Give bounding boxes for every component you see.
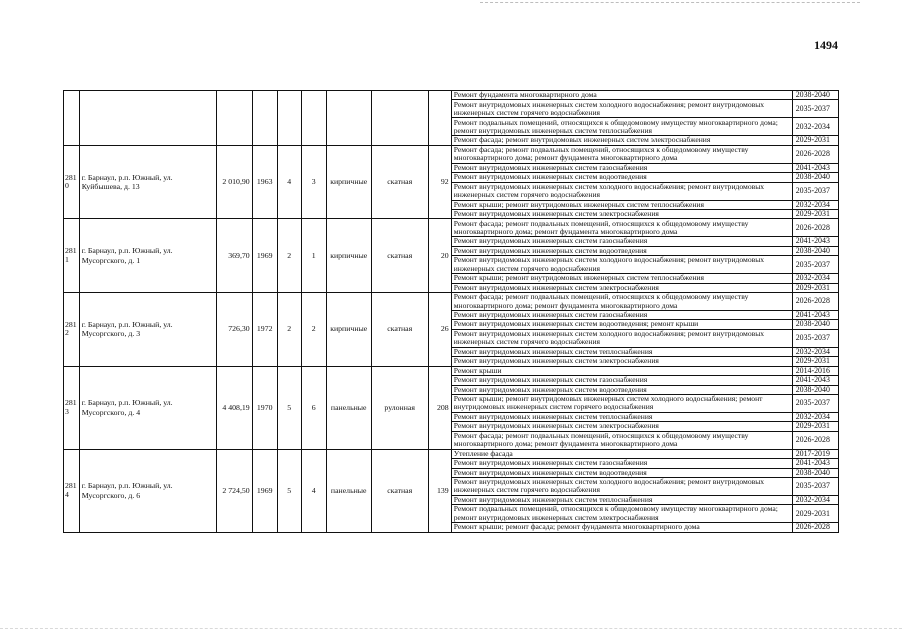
- table-row: [64, 145, 839, 163]
- roof-type: [371, 91, 428, 146]
- repair-work-type: Ремонт крыши; ремонт внутридомовых инженерных систем теплоснабжения: [451, 274, 792, 283]
- table-row: [64, 219, 839, 237]
- repair-period: 2041-2043: [792, 376, 838, 385]
- building-number: 281 1: [64, 219, 80, 293]
- repair-work-type: Ремонт внутридомовых инженерных систем холодного водоснабжения; ремонт внутридомовых инженерных систем горячего водоснабжения: [451, 256, 792, 274]
- building-year: 1969: [252, 219, 277, 293]
- repair-work-type: Ремонт внутридомовых инженерных систем теплоснабжения: [451, 495, 792, 504]
- building-floors: 2: [277, 293, 301, 367]
- repair-work-type: Ремонт внутридомовых инженерных систем электроснабжения: [451, 357, 792, 366]
- building-year: [252, 91, 277, 146]
- repair-period: 2035-2037: [792, 256, 838, 274]
- repair-period: 2026-2028: [792, 431, 838, 449]
- repair-period: 2041-2043: [792, 237, 838, 246]
- repair-period: 2038-2040: [792, 468, 838, 477]
- repair-work-type: Ремонт внутридомовых инженерных систем электроснабжения: [451, 283, 792, 292]
- repair-period: 2029-2031: [792, 357, 838, 366]
- repair-period: 2014-2016: [792, 366, 838, 375]
- building-year: 1963: [252, 145, 277, 219]
- repair-period: 2026-2028: [792, 293, 838, 311]
- repair-period: 2026-2028: [792, 523, 838, 532]
- repair-period: 2032-2034: [792, 118, 838, 136]
- repair-work-type: Ремонт крыши; ремонт фасада; ремонт фундамента многоквартирного дома: [451, 523, 792, 532]
- repair-work-type: Ремонт крыши; ремонт внутридомовых инженерных систем теплоснабжения: [451, 200, 792, 209]
- repair-work-type: Ремонт внутридомовых инженерных систем холодного водоснабжения; ремонт внутридомовых инженерных систем горячего водоснабжения: [451, 100, 792, 118]
- building-entrances: 2: [301, 293, 326, 367]
- repair-period: 2041-2043: [792, 311, 838, 320]
- repair-work-type: Ремонт фасада; ремонт подвальных помещений, относящихся к общедомовому имуществу многоквартирного дома; ремонт фундамента многоквартирного дома: [451, 293, 792, 311]
- building-year: 1969: [252, 449, 277, 532]
- wall-material: панельные: [326, 449, 371, 532]
- apartment-count: 208: [428, 366, 451, 449]
- repair-period: 2038-2040: [792, 91, 838, 100]
- wall-material: кирпичные: [326, 293, 371, 367]
- building-area: 2 010,90: [216, 145, 252, 219]
- repair-period: 2032-2034: [792, 200, 838, 209]
- apartment-count: 26: [428, 293, 451, 367]
- building-floors: 5: [277, 449, 301, 532]
- building-address: г. Барнаул, р.п. Южный, ул. Мусоргского, д. 1: [79, 219, 216, 293]
- repair-work-type: Ремонт внутридомовых инженерных систем холодного водоснабжения; ремонт внутридомовых инженерных систем горячего водоснабжения: [451, 477, 792, 495]
- wall-material: кирпичные: [326, 145, 371, 219]
- building-floors: 5: [277, 366, 301, 449]
- building-number: 281 4: [64, 449, 80, 532]
- repair-work-type: Ремонт внутридомовых инженерных систем холодного водоснабжения; ремонт внутридомовых инженерных систем горячего водоснабжения: [451, 329, 792, 347]
- table-row: [64, 293, 839, 311]
- repair-period: 2035-2037: [792, 100, 838, 118]
- repair-work-type: Ремонт фасада; ремонт подвальных помещений, относящихся к общедомовому имуществу многоквартирного дома; ремонт фундамента многоквартирного дома: [451, 145, 792, 163]
- repair-work-type: Ремонт подвальных помещений, относящихся к общедомовому имуществу многоквартирного дома; ремонт внутридомовых инженерных систем теплоснабжения: [451, 118, 792, 136]
- repair-period: 2038-2040: [792, 385, 838, 394]
- building-floors: 4: [277, 145, 301, 219]
- table-body: [64, 91, 839, 533]
- scan-edge-line: [480, 2, 860, 3]
- roof-type: скатная: [371, 145, 428, 219]
- roof-type: скатная: [371, 219, 428, 293]
- table-row: [64, 449, 839, 458]
- repair-period: 2041-2043: [792, 163, 838, 172]
- repair-period: 2032-2034: [792, 347, 838, 356]
- repair-period: 2035-2037: [792, 394, 838, 412]
- repair-work-type: Ремонт внутридомовых инженерных систем водоотведения; ремонт крыши: [451, 320, 792, 329]
- repair-period: 2026-2028: [792, 219, 838, 237]
- building-entrances: 1: [301, 219, 326, 293]
- repair-period: 2035-2037: [792, 477, 838, 495]
- repair-work-type: Ремонт внутридомовых инженерных систем электроснабжения: [451, 422, 792, 431]
- repair-work-type: Ремонт внутридомовых инженерных систем водоотведения: [451, 173, 792, 182]
- wall-material: [326, 91, 371, 146]
- building-number: 281 3: [64, 366, 80, 449]
- building-number: [64, 91, 80, 146]
- building-area: [216, 91, 252, 146]
- repair-work-type: Ремонт внутридомовых инженерных систем газоснабжения: [451, 311, 792, 320]
- building-floors: [277, 91, 301, 146]
- building-number: 281 0: [64, 145, 80, 219]
- repair-work-type: Ремонт внутридомовых инженерных систем теплоснабжения: [451, 347, 792, 356]
- scan-edge-line-bottom: [0, 628, 902, 629]
- building-area: 2 724,50: [216, 449, 252, 532]
- repair-work-type: Ремонт внутридомовых инженерных систем электроснабжения: [451, 210, 792, 219]
- wall-material: панельные: [326, 366, 371, 449]
- repair-work-type: Ремонт внутридомовых инженерных систем газоснабжения: [451, 376, 792, 385]
- building-entrances: [301, 91, 326, 146]
- roof-type: скатная: [371, 293, 428, 367]
- repair-work-type: Ремонт фасада; ремонт подвальных помещений, относящихся к общедомовому имуществу многоквартирного дома; ремонт фундамента многоквартирного дома: [451, 431, 792, 449]
- wall-material: кирпичные: [326, 219, 371, 293]
- building-address: г. Барнаул, р.п. Южный, ул. Куйбышева, д. 13: [79, 145, 216, 219]
- repair-work-type: Ремонт внутридомовых инженерных систем газоснабжения: [451, 163, 792, 172]
- repair-work-type: Ремонт фасада; ремонт внутридомовых инженерных систем электроснабжения: [451, 136, 792, 145]
- repair-period: 2026-2028: [792, 145, 838, 163]
- table-row: [64, 366, 839, 375]
- repair-work-type: Ремонт внутридомовых инженерных систем водоотведения: [451, 246, 792, 255]
- building-area: 726,30: [216, 293, 252, 367]
- repair-work-type: Ремонт подвальных помещений, относящихся к общедомовому имуществу многоквартирного дома; ремонт внутридомовых инженерных систем электроснабжения: [451, 505, 792, 523]
- roof-type: рулонная: [371, 366, 428, 449]
- building-year: 1972: [252, 293, 277, 367]
- repair-period: 2029-2031: [792, 505, 838, 523]
- repair-work-type: Утепление фасада: [451, 449, 792, 458]
- building-address: г. Барнаул, р.п. Южный, ул. Мусоргского, д. 3: [79, 293, 216, 367]
- building-area: 4 408,19: [216, 366, 252, 449]
- repair-work-type: Ремонт внутридомовых инженерных систем водоотведения: [451, 468, 792, 477]
- capital-repair-table: [63, 90, 839, 533]
- repair-work-type: Ремонт фундамента многоквартирного дома: [451, 91, 792, 100]
- repair-work-type: Ремонт внутридомовых инженерных систем холодного водоснабжения; ремонт внутридомовых инженерных систем горячего водоснабжения: [451, 182, 792, 200]
- repair-period: 2029-2031: [792, 422, 838, 431]
- building-number: 281 2: [64, 293, 80, 367]
- building-entrances: 3: [301, 145, 326, 219]
- repair-work-type: Ремонт внутридомовых инженерных систем теплоснабжения: [451, 412, 792, 421]
- repair-work-type: Ремонт внутридомовых инженерных систем водоотведения: [451, 385, 792, 394]
- repair-period: 2038-2040: [792, 173, 838, 182]
- repair-period: 2032-2034: [792, 495, 838, 504]
- repair-period: 2041-2043: [792, 459, 838, 468]
- apartment-count: 92: [428, 145, 451, 219]
- repair-period: 2032-2034: [792, 274, 838, 283]
- apartment-count: [428, 91, 451, 146]
- building-entrances: 4: [301, 449, 326, 532]
- repair-period: 2038-2040: [792, 246, 838, 255]
- roof-type: скатная: [371, 449, 428, 532]
- building-year: 1970: [252, 366, 277, 449]
- repair-work-type: Ремонт крыши: [451, 366, 792, 375]
- table-row: [64, 91, 839, 100]
- building-address: [79, 91, 216, 146]
- building-entrances: 6: [301, 366, 326, 449]
- repair-period: 2032-2034: [792, 412, 838, 421]
- repair-work-type: Ремонт фасада; ремонт подвальных помещений, относящихся к общедомовому имуществу многоквартирного дома; ремонт фундамента многоквартирного дома: [451, 219, 792, 237]
- apartment-count: 139: [428, 449, 451, 532]
- repair-period: 2035-2037: [792, 329, 838, 347]
- repair-period: 2029-2031: [792, 136, 838, 145]
- repair-period: 2029-2031: [792, 283, 838, 292]
- repair-period: 2017-2019: [792, 449, 838, 458]
- building-area: 369,70: [216, 219, 252, 293]
- building-floors: 2: [277, 219, 301, 293]
- repair-period: 2029-2031: [792, 210, 838, 219]
- apartment-count: 20: [428, 219, 451, 293]
- building-address: г. Барнаул, р.п. Южный, ул. Мусоргского, д. 6: [79, 449, 216, 532]
- repair-period: 2035-2037: [792, 182, 838, 200]
- repair-work-type: Ремонт крыши; ремонт внутридомовых инженерных систем холодного водоснабжения; ремонт внутридомовых инженерных систем горячего водоснабжения: [451, 394, 792, 412]
- repair-work-type: Ремонт внутридомовых инженерных систем газоснабжения: [451, 459, 792, 468]
- repair-work-type: Ремонт внутридомовых инженерных систем газоснабжения: [451, 237, 792, 246]
- building-address: г. Барнаул, р.п. Южный, ул. Мусоргского, д. 4: [79, 366, 216, 449]
- page-number: 1494: [814, 38, 838, 52]
- repair-period: 2038-2040: [792, 320, 838, 329]
